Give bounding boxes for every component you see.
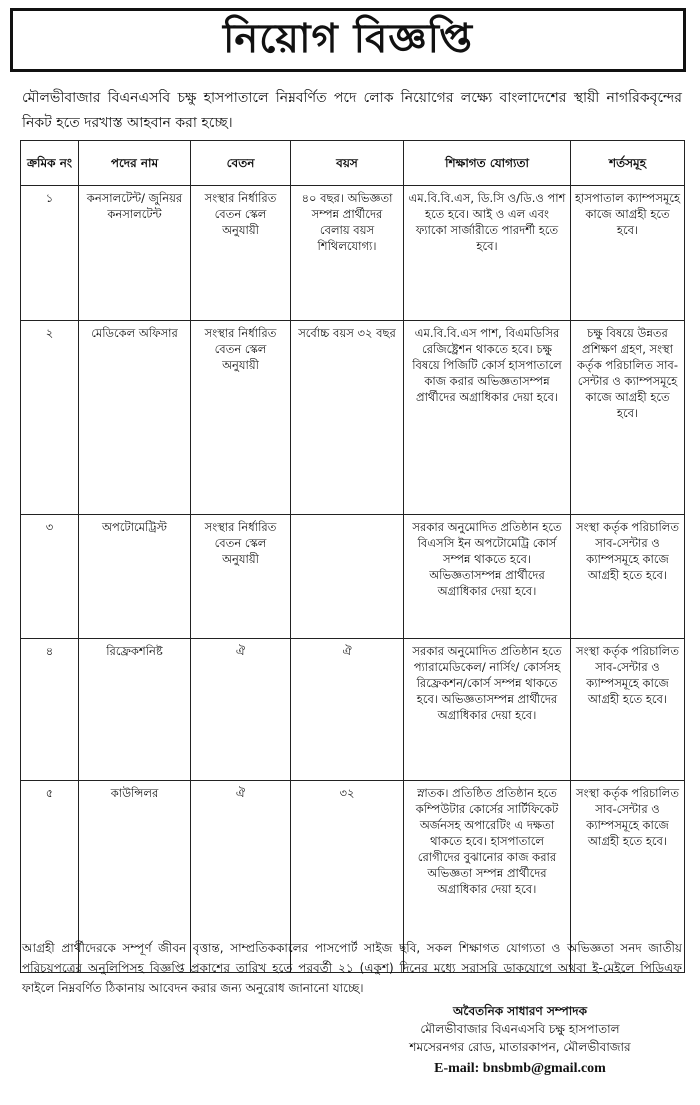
cell-education: স্নাতক। প্রতিষ্ঠিত প্রতিষ্ঠান হতে কম্পিউটার কোর্সের সার্টিফিকেট অর্জনসহ অপারেটিং এ দক্ষতা থাকতে হবে। হাসপাতালে রোগীদের বুঝানোর কাজ করার অভিজ্ঞতা সম্পন্ন প্রার্থীদের অগ্রাধিকার দেয়া হবে। — [404, 781, 571, 973]
table-row — [21, 515, 685, 639]
cell-serial: ১ — [21, 186, 79, 321]
cell-conditions: সংস্থা কর্তৃক পরিচালিত সাব-সেন্টার ও ক্যাম্পসমূহে কাজে আগ্রহী হতে হবে। — [571, 639, 685, 781]
cell-conditions: চক্ষু বিষয়ে উন্নতর প্রশিক্ষণ গ্রহণ, সংস্থা কর্তৃক পরিচালিত সাব-সেন্টার ও ক্যাম্পসমূহে কাজে আগ্রহী হতে হবে। — [571, 321, 685, 515]
header-post: পদের নাম — [79, 141, 191, 186]
contact-email[interactable]: E-mail: bnsbmb@gmail.com — [434, 1061, 606, 1076]
cell-salary: সংস্থার নির্ধারিত বেতন স্কেল অনুযায়ী — [191, 186, 291, 321]
cell-post: রিফ্রেকশনিষ্ট — [79, 639, 191, 781]
cell-age — [291, 515, 404, 639]
intro-paragraph: মৌলভীবাজার বিএনএসবি চক্ষু হাসপাতালে নিম্নবর্ণিত পদে লোক নিয়োগের লক্ষ্যে বাংলাদেশের স্থায়ী নাগরিকবৃন্দের নিকট হতে দরখাস্ত আহবান করা হচ্ছে। — [22, 90, 682, 131]
cell-education: এম.বি.বি.এস, ডি.সি ও/ডি.ও পাশ হতে হবে। আই ও এল এবং ফ্যাকো সার্জারীতে পারদর্শী হতে হবে। — [404, 186, 571, 321]
cell-post: কনসালটেন্ট/ জুনিয়র কনসালটেন্ট — [79, 186, 191, 321]
cell-serial: ২ — [21, 321, 79, 515]
cell-conditions: সংস্থা কর্তৃক পরিচালিত সাব-সেন্টার ও ক্যাম্পসমূহে কাজে আগ্রহী হতে হবে। — [571, 781, 685, 973]
table-row — [21, 321, 685, 515]
cell-age: ঐ — [291, 639, 404, 781]
cell-age: ৩২ — [291, 781, 404, 973]
header-age: বয়স — [291, 141, 404, 186]
cell-post: মেডিকেল অফিসার — [79, 321, 191, 515]
job-table — [20, 140, 685, 973]
table-header-row — [21, 141, 685, 186]
cell-salary: সংস্থার নির্ধারিত বেতন স্কেল অনুযায়ী — [191, 321, 291, 515]
header-serial: ক্রমিক নং — [21, 141, 79, 186]
cell-salary: ঐ — [191, 639, 291, 781]
signatory-organization: মৌলভীবাজার বিএনএসবি চক্ষু হাসপাতাল — [420, 1022, 620, 1036]
header-salary: বেতন — [191, 141, 291, 186]
cell-salary: ঐ — [191, 781, 291, 973]
cell-salary: সংস্থার নির্ধারিত বেতন স্কেল অনুযায়ী — [191, 515, 291, 639]
header-education: শিক্ষাগত যোগ্যতা — [404, 141, 571, 186]
cell-post: অপটোমেট্রিস্ট — [79, 515, 191, 639]
table-row — [21, 639, 685, 781]
title-banner — [10, 8, 686, 72]
application-instructions: আগ্রহী প্রার্থীদেরকে সম্পূর্ণ জীবন বৃত্তান্ত, সাম্প্রতিককালের পাসপোর্ট সাইজ ছবি, সকল শিক্ষাগত যোগ্যতা ও অভিজ্ঞতা সনদ জাতীয় পরিচয়পত্রের অনুলিপিসহ বিজ্ঞপ্তি প্রকাশের তারিখ হতে পরবর্তী ২১ (একুশ) দিনের মধ্যে সরাসরি ডাকযোগে অথবা ই-মেইলে পিডিএফ ফাইলে নিম্নবর্ণিত ঠিকানায় আবেদন করার জন্য অনুরোধ জানানো যাচ্ছে। — [22, 941, 682, 995]
signature-block — [370, 1002, 670, 1078]
page-title: নিয়োগ বিজ্ঞপ্তি — [222, 15, 473, 62]
cell-serial: ৫ — [21, 781, 79, 973]
header-conditions: শর্তসমূহ — [571, 141, 685, 186]
cell-education: সরকার অনুমোদিত প্রতিষ্ঠান হতে প্যারামেডিকেল/ নার্সিং/ কোর্সসহ রিফ্রেকশন/কোর্স সম্পন্ন থাকতে হবে। অভিজ্ঞতাসম্পন্ন প্রার্থীদের অগ্রাধিকার দেয়া হবে। — [404, 639, 571, 781]
cell-serial: ৪ — [21, 639, 79, 781]
cell-conditions: হাসপাতাল ক্যাম্পসমূহে কাজে আগ্রহী হতে হবে। — [571, 186, 685, 321]
cell-age: ৪০ বছর। অভিজ্ঞতা সম্পন্ন প্রার্থীদের বেলায় বয়স শিথিলযোগ্য। — [291, 186, 404, 321]
signatory-designation: অবৈতনিক সাধারণ সম্পাদক — [453, 1004, 587, 1018]
cell-age: সর্বোচ্চ বয়স ৩২ বছর — [291, 321, 404, 515]
cell-education: সরকার অনুমোদিত প্রতিষ্ঠান হতে বিএসসি ইন অপটোমেট্রি কোর্স সম্পন্ন থাকতে হবে। অভিজ্ঞতাসম্পন্ন প্রার্থীদের অগ্রাধিকার দেয়া হবে। — [404, 515, 571, 639]
cell-conditions: সংস্থা কর্তৃক পরিচালিত সাব-সেন্টার ও ক্যাম্পসমূহে কাজে আগ্রহী হতে হবে। — [571, 515, 685, 639]
signatory-address: শমসেরনগর রোড, মাতারকাপন, মৌলভীবাজার — [409, 1040, 631, 1054]
cell-post: কাউন্সিলর — [79, 781, 191, 973]
table-row — [21, 186, 685, 321]
cell-serial: ৩ — [21, 515, 79, 639]
cell-education: এম.বি.বি.এস পাশ, বিএমডিসির রেজিষ্ট্রেশন থাকতে হবে। চক্ষু বিষয়ে পিজিটি কোর্স হাসপাতালে কাজ করার অভিজ্ঞতাসম্পন্ন প্রার্থীদের অগ্রাধিকার দেয়া হবে। — [404, 321, 571, 515]
